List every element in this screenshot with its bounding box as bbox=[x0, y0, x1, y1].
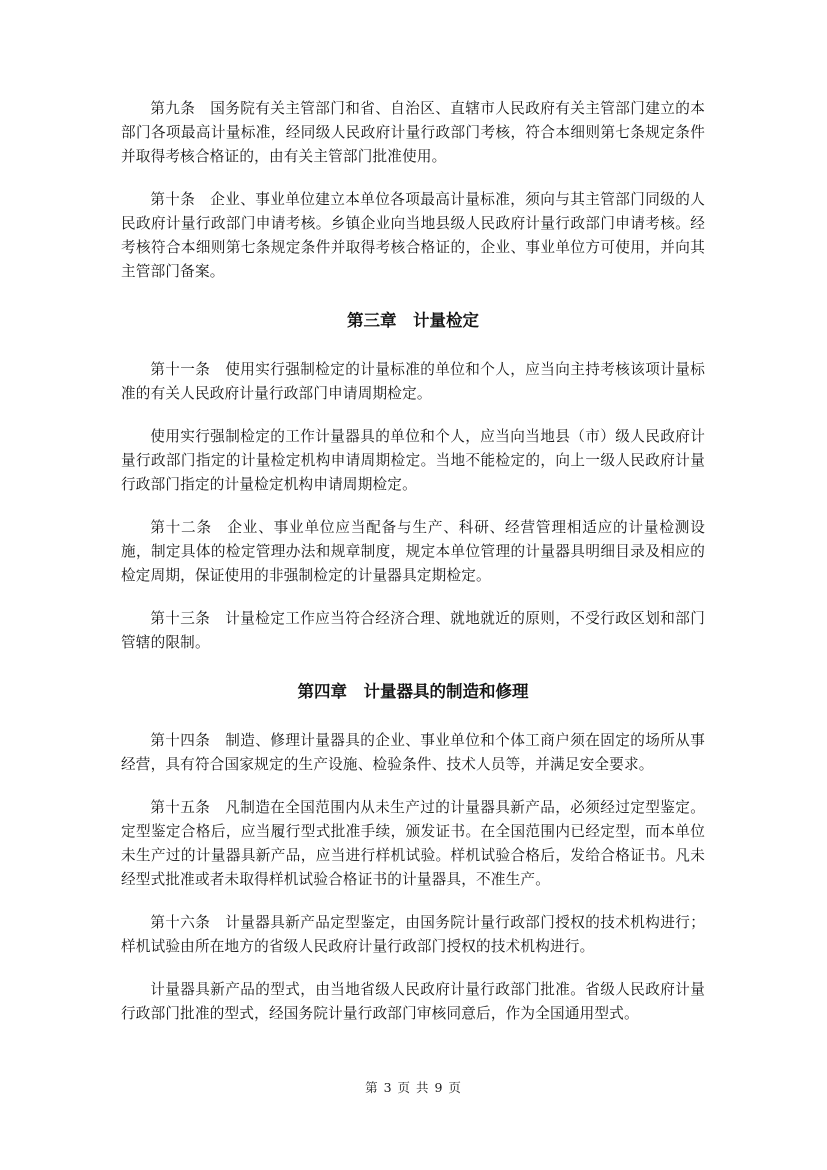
article-16-paragraph: 第十六条 计量器具新产品定型鉴定，由国务院计量行政部门授权的技术机构进行；样机试验由所在地方的省级人民政府计量行政部门授权的技术机构进行。 bbox=[121, 914, 705, 955]
article-14-paragraph: 第十四条 制造、修理计量器具的企业、事业单位和个体工商户须在固定的场所从事经营，具有符合国家规定的生产设施、检验条件、技术人员等，并满足安全要求。 bbox=[121, 732, 705, 773]
chapter-4-heading: 第四章 计量器具的制造和修理 bbox=[297, 682, 529, 701]
article-11-continuation-paragraph: 使用实行强制检定的工作计量器具的单位和个人，应当向当地县（市）级人民政府计量行政部门指定的计量检定机构申请周期检定。当地不能检定的，向上一级人民政府计量行政部门指定的计量检定机构申请周期检定。 bbox=[121, 428, 705, 493]
article-10-paragraph: 第十条 企业、事业单位建立本单位各项最高计量标准，须向与其主管部门同级的人民政府计量行政部门申请考核。乡镇企业向当地县级人民政府计量行政部门申请考核。经考核符合本细则第七条规定条件并取得考核合格证的，企业、事业单位方可使用，并向其主管部门备案。 bbox=[121, 191, 705, 280]
chapter-3-heading: 第三章 计量检定 bbox=[347, 311, 479, 330]
article-12-paragraph: 第十二条 企业、事业单位应当配备与生产、科研、经营管理相适应的计量检测设施，制定具体的检定管理办法和规章制度，规定本单位管理的计量器具明细目录及相应的检定周期，保证使用的非强制检定的计量器具定期检定。 bbox=[121, 519, 705, 584]
article-9-paragraph: 第九条 国务院有关主管部门和省、自治区、直辖市人民政府有关主管部门建立的本部门各项最高计量标准，经同级人民政府计量行政部门考核，符合本细则第七条规定条件并取得考核合格证的，由有关主管部门批准使用。 bbox=[121, 100, 705, 165]
article-11-paragraph: 第十一条 使用实行强制检定的计量标准的单位和个人，应当向主持考核该项计量标准的有关人民政府计量行政部门申请周期检定。 bbox=[121, 361, 705, 402]
page-number-footer: 第 3 页 共 9 页 bbox=[365, 1080, 462, 1095]
article-15-paragraph: 第十五条 凡制造在全国范围内从未生产过的计量器具新产品，必须经过定型鉴定。定型鉴定合格后，应当履行型式批准手续，颁发证书。在全国范围内已经定型，而本单位未生产过的计量器具新产品，应当进行样机试验。样机试验合格后，发给合格证书。凡未经型式批准或者未取得样机试验合格证书的计量器具，不准生产。 bbox=[121, 799, 705, 888]
document-body bbox=[121, 97, 705, 1045]
article-16-continuation-paragraph: 计量器具新产品的型式，由当地省级人民政府计量行政部门批准。省级人民政府计量行政部门批准的型式，经国务院计量行政部门审核同意后，作为全国通用型式。 bbox=[121, 981, 705, 1022]
article-13-paragraph: 第十三条 计量检定工作应当符合经济合理、就地就近的原则，不受行政区划和部门管辖的限制。 bbox=[121, 610, 705, 651]
